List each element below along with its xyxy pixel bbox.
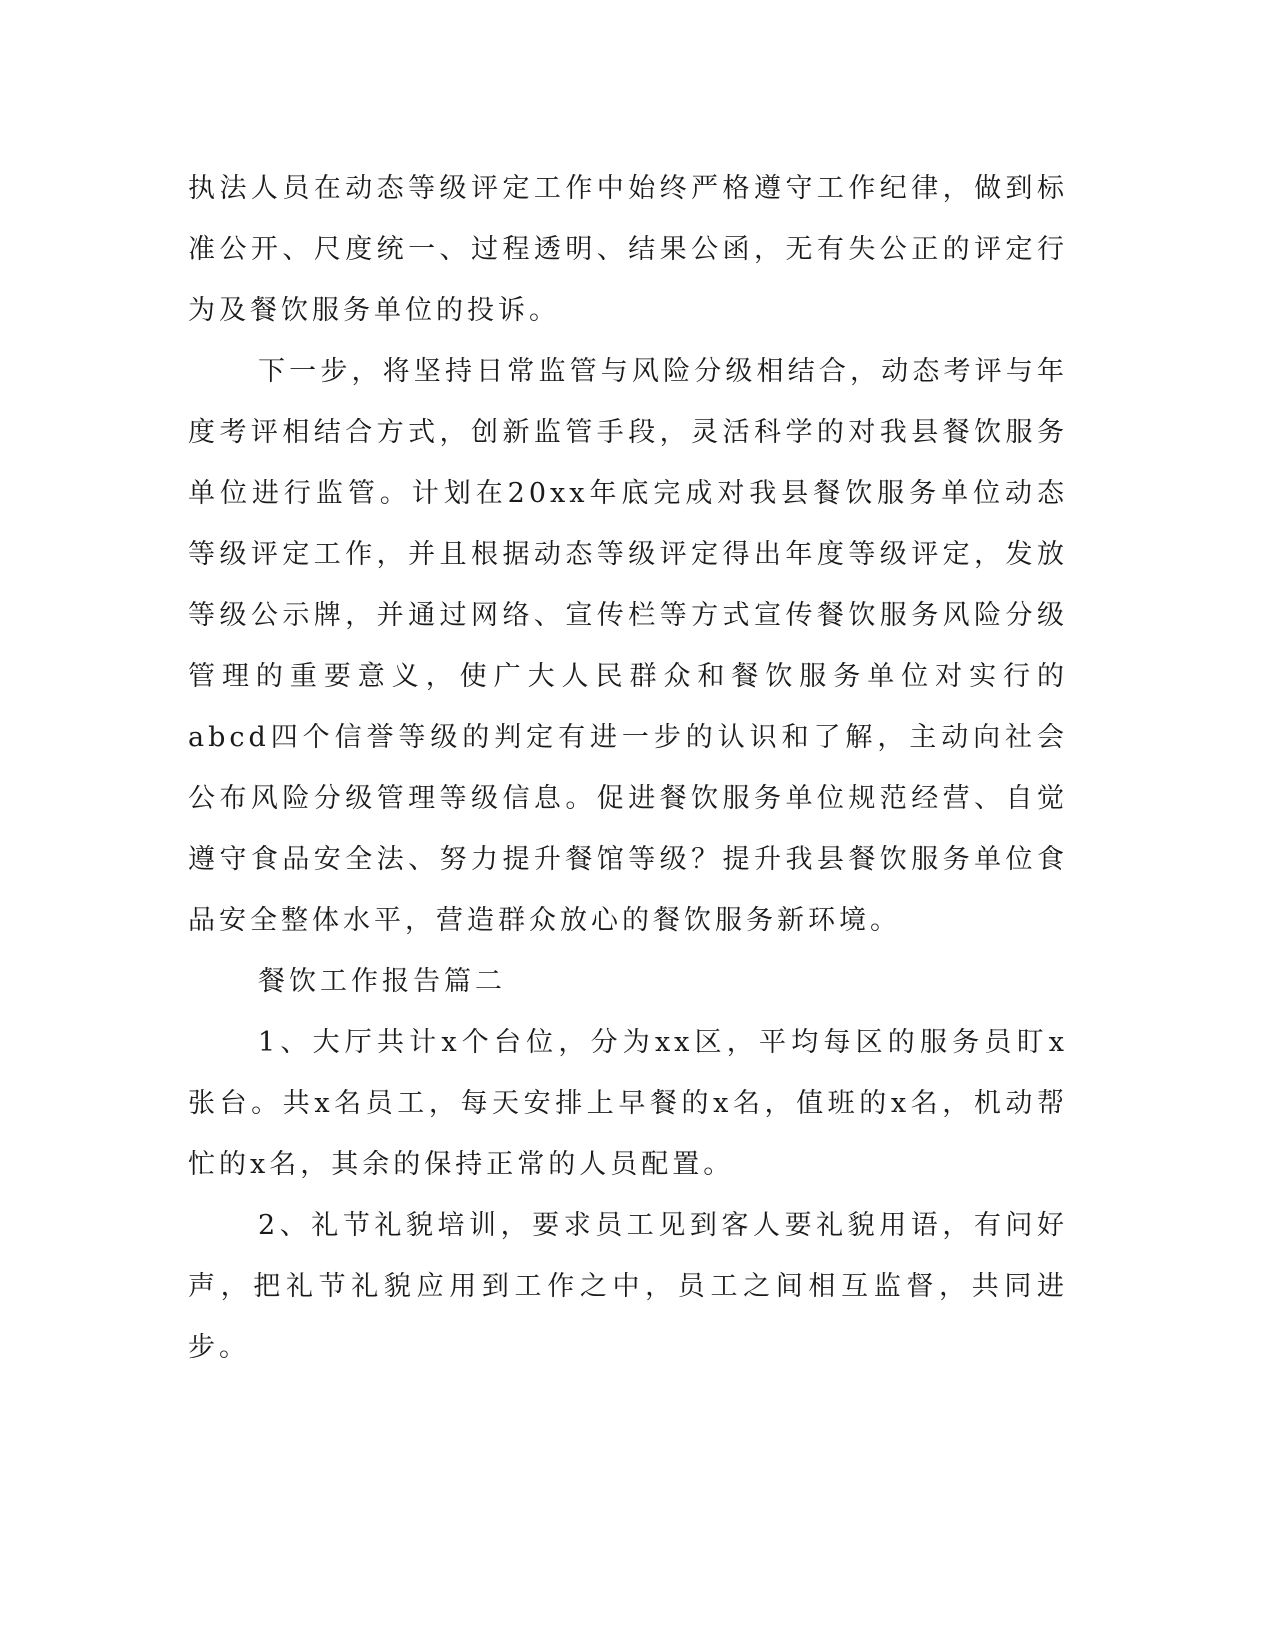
paragraph-item-2-etiquette-training: 2、礼节礼貌培训，要求员工见到客人要礼貌用语，有问好声，把礼节礼貌应用到工作之中，员工之间相互监督，共同进步。 [188, 1210, 1068, 1363]
paragraph-enforcement-discipline: 执法人员在动态等级评定工作中始终严格遵守工作纪律，做到标准公开、尺度统一、过程透明、结果公函，无有失公正的评定行为及餐饮服务单位的投诉。 [188, 173, 1068, 326]
paragraph-next-steps: 下一步，将坚持日常监管与风险分级相结合，动态考评与年度考评相结合方式，创新监管手段，灵活科学的对我县餐饮服务单位进行监管。计划在20xx年底完成对我县餐饮服务单位动态等级评定工作，并且根据动态等级评定得出年度等级评定，发放等级公示牌，并通过网络、宣传栏等方式宣传餐饮服务风险分级管理的重要意义，使广大人民群众和餐饮服务单位对实行的abcd四个信誉等级的判定有进一步的认识和了解，主动向社会公布风险分级管理等级信息。促进餐饮服务单位规范经营、自觉遵守食品安全法、努力提升餐馆等级？提升我县餐饮服务单位食品安全整体水平，营造群众放心的餐饮服务新环境。 [188, 356, 1068, 936]
section-heading-report-two: 餐饮工作报告篇二 [258, 966, 506, 997]
document-body [188, 158, 1068, 1378]
paragraph-item-1-hall-staffing: 1、大厅共计x个台位，分为xx区，平均每区的服务员盯x张台。共x名员工，每天安排上早餐的x名，值班的x名，机动帮忙的x名，其余的保持正常的人员配置。 [188, 1027, 1068, 1180]
